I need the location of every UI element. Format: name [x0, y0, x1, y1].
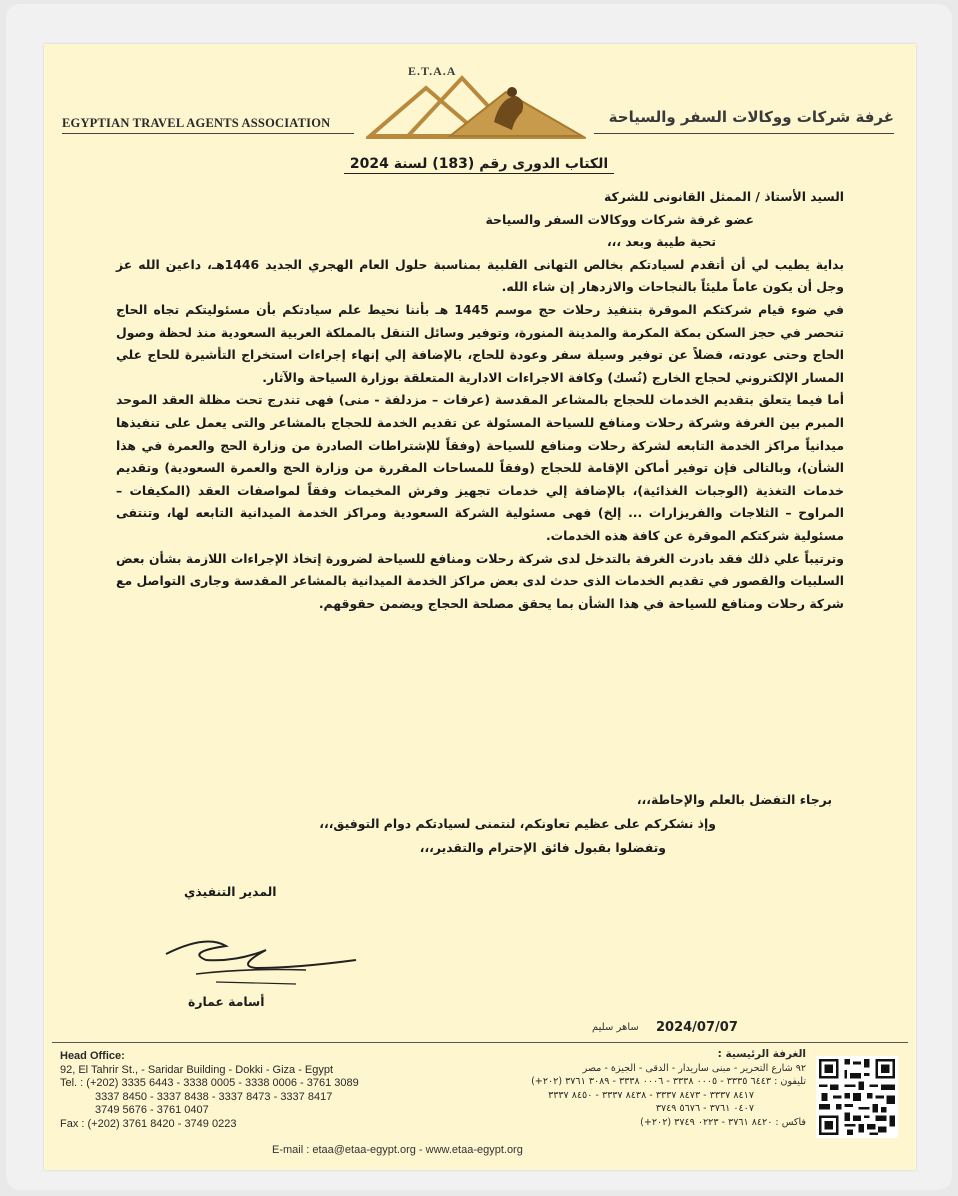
paragraph-2: في ضوء قيام شركتكم الموقرة بتنفيذ رحلات حج موسم 1445 هـ بأننا نحيط علم سيادتكم بأن مسئوليتكم تجاه الحاج تنحصر في حجز السكن بمكة المكرمة والمدينة المنورة، وتوفير وسائل التنقل بالمملكة العربية السعودية منذ لحظة وصول الحاج وحتى عودته، فضلاً عن توفير وسيلة سفر وعودة للحاج، بالإضافة إلي إنهاء إجراءات استخراج التأشيرة للحاج علي المسار الإلكتروني لحجاج الخارج (نُسك) وكافة الاجراءات الادارية المتعلقة بوزارة السياحة والآثار. — [116, 301, 845, 385]
org-name-english: EGYPTIAN TRAVEL AGENTS ASSOCIATION — [62, 116, 331, 130]
closing-line-1: برجاء التفضل بالعلم والإحاطة،،، — [636, 792, 832, 807]
footer-en-tel-3: 3749 5676 - 3761 0407 — [95, 1104, 209, 1117]
footer-rule — [52, 1042, 908, 1043]
footer-en-head: Head Office: — [60, 1050, 125, 1062]
footer-en-address: 92, El Tahrir St., - Saridar Building - Dokki - Giza - Egypt — [60, 1063, 334, 1076]
signer-title: المدير التنفيذي — [184, 884, 277, 899]
addressee-line-1: السيد الأستاذ / الممثل القانونى للشركة — [603, 189, 844, 204]
letter-date: 2024/07/07 — [656, 1020, 738, 1035]
addressee-line-2: عضو غرفة شركات ووكالات السفر والسياحة — [485, 211, 754, 227]
paragraph-3: أما فيما يتعلق بتقديم الخدمات للحجاج بالمشاعر المقدسة (عرفات – مزدلفة - منى) فهى تندرج تحت مظلة العقد الموحد المبرم بين الغرفة وشركة رحلات ومنافع للسياحة المسئولة عن تقديم الخدمة للحجاج بالمشاعر والتى يعمل على تنفيذها ميدانياً مراكز الخدمة التابعه لشركة رحلات ومنافع للسياحة (وفقاً للإشتراطات الصادرة من وزارة الحج والعمرة في هذا الشأن)، وبالتالى فإن توفير أماكن الإقامة للحجاج (وفقاً للمساحات المقررة من وزارة الحج والعمرة السعودية) وتقديم خدمات التغذية (الوجبات الغذائية)، بالإضافة إلي خدمات تجهيز وفرش المخيمات وفقاً لمواصفات العقد (المكيفات – المراوح – الثلاجات والفريزارات ... إلخ) فهى مسئولية الشركة السعودية ومراكز الخدمة الميدانية التابعه لها، وتنتفى مسئولية شركتكم الموقرة عن كافة هذه الخدمات. — [116, 392, 844, 543]
qr-code-icon — [816, 1056, 898, 1138]
circular-title: الكتاب الدورى رقم (183) لسنة 2024 — [344, 156, 614, 174]
greeting: تحية طيبة وبعد ،،، — [606, 234, 716, 250]
paragraph-4: وترتيباً علي ذلك فقد بادرت الغرفة بالتدخل لدى شركة رحلات ومنافع للسياحة لضرورة إتخاذ الإجراءات اللازمة بشأن بعض السلبيات والقصور في تقديم الخدمات الذى حدث لدى بعض مراكز الخدمة الميدانية بالمشاعر المقدسة وجارى التواصل مع شركة رحلات ومنافع للسياحة في هذا الشأن بما يحقق مصلحة الحجاج ويضمن حقوقهم. — [116, 550, 844, 611]
date-annotation: ساهر سليم — [592, 1022, 639, 1033]
header-rule-right — [594, 133, 894, 134]
closing-line-2: وإذ نشكركم على عظيم تعاونكم، لنتمنى لسيادتكم دوام التوفيق،،، — [319, 816, 716, 831]
footer-ar-tel-3: ٠٤٠٧ ٣٧٦١ - ٥٦٧٦ ٣٧٤٩ — [655, 1103, 754, 1114]
footer-ar-fax: فاكس : ٨٤٢٠ ٣٧٦١ - ٠٢٢٣ ٣٧٤٩ (٢٠٢+) — [640, 1116, 806, 1128]
footer-english — [60, 1050, 359, 1132]
footer-email-web: E-mail : etaa@etaa-egypt.org - www.etaa-egypt.org — [272, 1144, 523, 1156]
header-rule-left — [62, 133, 354, 134]
footer-en-fax: Fax : (+202) 3761 8420 - 3749 0223 — [60, 1117, 237, 1130]
signature-icon — [156, 924, 366, 994]
footer-ar-tel-2: ٨٤١٧ ٣٣٣٧ - ٨٤٧٣ ٣٣٣٧ - ٨٤٣٨ ٣٣٣٧ - ٨٤٥٠ ٣٣٣٧ — [548, 1089, 754, 1101]
footer-ar-tel-1: تليفون : ٦٤٤٣ ٣٣٣٥ - ٠٠٠٥ ٣٣٣٨ - ٠٠٠٦ ٣٣٣٨ - ٣٠٨٩ ٣٧٦١ (٢٠٢+) — [531, 1076, 806, 1087]
footer-en-tel-2: 3337 8450 - 3337 8438 - 3337 8473 - 3337 8417 — [95, 1090, 333, 1103]
signer-name: أسامة عمارة — [188, 994, 265, 1009]
closing-line-3: وتفضلوا بقبول فائق الإحترام والتقدير،،، — [419, 840, 666, 855]
pyramids-logo-icon — [366, 62, 586, 142]
footer-en-tel-1: Tel. : (+202) 3335 6443 - 3338 0005 - 3338 0006 - 3761 3089 — [60, 1077, 359, 1090]
paragraph-1: بداية يطيب لي أن أتقدم لسيادتكم بخالص التهانى القلبية بمناسبة حلول العام الهجري الجديد 1446هـ، داعين الله عز وجل أن يكون عاماً مليئاً بالنجاحات والازدهار إن شاء الله. — [116, 256, 844, 295]
footer-arabic — [416, 1048, 806, 1129]
footer-ar-address: ٩٢ شارع التحرير - مبنى ساريدار - الدقى - الجيزة - مصر — [582, 1062, 806, 1074]
letter-body — [116, 186, 844, 615]
logo-text: E.T.A.A — [408, 64, 457, 78]
org-name-arabic: غرفة شركات ووكالات السفر والسياحة — [608, 108, 894, 126]
footer-ar-head: الغرفة الرئيسية : — [717, 1048, 806, 1060]
letter-paper — [44, 44, 916, 1170]
